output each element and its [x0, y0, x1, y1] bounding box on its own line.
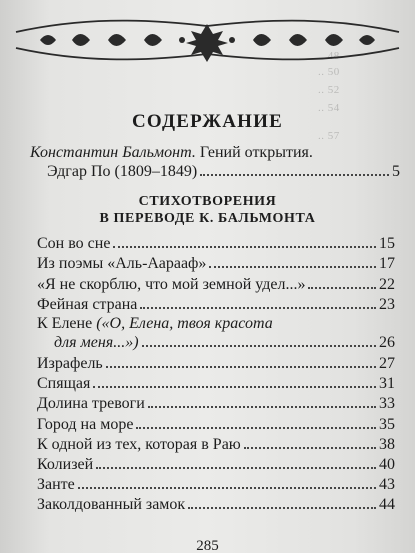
toc-row	[37, 494, 395, 514]
toc-row	[37, 353, 395, 373]
toc-row	[37, 434, 395, 454]
toc-title: К одной из тех, которая в Раю	[37, 435, 241, 453]
intro-line-2	[30, 162, 400, 181]
toc-row	[37, 474, 395, 494]
leader-dots	[200, 162, 389, 176]
toc-title-italic-2: для меня...»)	[54, 333, 139, 351]
toc-row	[37, 233, 395, 253]
toc-title-line-2	[37, 333, 395, 352]
leader-dots	[188, 507, 376, 509]
toc-list	[37, 233, 395, 514]
intro-subtitle: Эдгар По (1809–1849)	[47, 163, 198, 180]
leader-dots	[93, 386, 376, 388]
intro-entry	[30, 143, 400, 181]
intro-title: Гений открытия.	[195, 144, 313, 161]
bleed-through-text: .. 57	[318, 130, 340, 142]
toc-row	[37, 253, 395, 273]
leader-dots	[148, 406, 376, 408]
leader-dots	[308, 287, 376, 289]
toc-title: Спящая	[37, 375, 91, 393]
leader-dots	[96, 467, 376, 469]
toc-page: 44	[379, 496, 395, 514]
toc-title: Заколдованный замок	[37, 496, 186, 514]
contents-heading: СОДЕРЖАНИЕ	[132, 111, 283, 132]
toc-page: 22	[379, 275, 395, 293]
toc-row	[37, 373, 395, 393]
toc-row	[37, 393, 395, 413]
leader-dots	[142, 345, 376, 347]
toc-page: 15	[379, 235, 395, 253]
toc-title: Занте	[37, 476, 75, 494]
bleed-through-text: .. 54	[318, 102, 340, 114]
toc-title: Сон во сне	[37, 235, 111, 253]
toc-page: 26	[379, 333, 395, 351]
leader-dots	[78, 487, 376, 489]
toc-row	[37, 314, 395, 352]
bleed-through-text: .. 48	[318, 50, 340, 62]
section-title-line-1: СТИХОТВОРЕНИЯ	[138, 194, 277, 209]
intro-author: Константин Бальмонт.	[30, 144, 196, 161]
toc-title: Израфель	[37, 354, 103, 372]
toc-title-plain: К Елене	[37, 314, 97, 332]
toc-title: «Я не скорблю, что мой земной удел...»	[37, 275, 306, 293]
toc-page: 23	[379, 295, 395, 313]
toc-row	[37, 294, 395, 314]
toc-title: Из поэмы «Аль-Аарааф»	[37, 255, 207, 273]
toc-title-line-1	[37, 314, 395, 333]
decorative-ornament	[10, 18, 405, 66]
toc-page: 43	[379, 476, 395, 494]
toc-page: 33	[379, 395, 395, 413]
bleed-through-text: .. 52	[318, 84, 340, 96]
leader-dots	[209, 266, 376, 268]
toc-row	[37, 273, 395, 293]
leader-dots	[136, 427, 376, 429]
leader-dots	[140, 307, 376, 309]
toc-page: 31	[379, 375, 395, 393]
toc-page: 17	[379, 255, 395, 273]
toc-page: 35	[379, 415, 395, 433]
toc-page: 38	[379, 435, 395, 453]
toc-page: 27	[379, 354, 395, 372]
intro-page: 5	[392, 163, 400, 180]
toc-row	[37, 413, 395, 433]
leader-dots	[106, 366, 376, 368]
intro-line-1	[30, 143, 400, 162]
toc-title: Город на море	[37, 415, 134, 433]
leader-dots	[244, 447, 376, 449]
toc-title: Долина тревоги	[37, 395, 145, 413]
toc-title-italic: («О, Елена, твоя красота	[96, 314, 273, 332]
toc-page: 40	[379, 455, 395, 473]
section-title-line-2: В ПЕРЕВОДЕ К. БАЛЬМОНТА	[99, 211, 316, 226]
page-number: 285	[196, 538, 219, 553]
bleed-through-text: .. 50	[318, 66, 340, 78]
toc-title: Колизей	[37, 455, 94, 473]
leader-dots	[113, 246, 376, 248]
toc-row	[37, 454, 395, 474]
toc-title: Фейная страна	[37, 295, 138, 313]
